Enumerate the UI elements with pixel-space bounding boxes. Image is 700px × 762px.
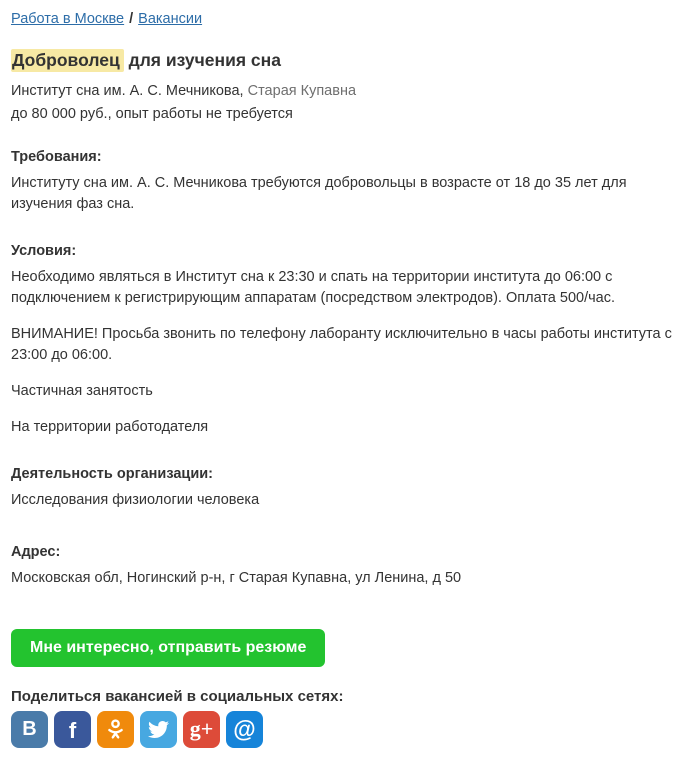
address-heading: Адрес: [11, 544, 61, 561]
mailru-icon: @ [233, 715, 256, 742]
employment-type: Частичная занятость [11, 383, 153, 400]
title-highlighted-term: Доброволец [11, 49, 124, 72]
social-icons-row [11, 711, 689, 748]
salary-line: до 80 000 руб., опыт работы не требуется [11, 105, 293, 122]
twitter-icon [148, 719, 169, 740]
requirements-heading: Требования: [11, 148, 102, 165]
breadcrumb [11, 9, 689, 27]
facebook-icon: f [68, 718, 77, 744]
requirements-text: Институту сна им. А. С. Мечникова требуются добровольцы в возрасте от 18 до 35 лет для изучения фаз сна. [11, 174, 627, 213]
activity-text: Исследования физиологии человека [11, 491, 260, 508]
title-rest: для изучения сна [123, 50, 281, 70]
apply-button[interactable]: Мне интересно, отправить резюме [11, 629, 325, 667]
company-name: Институт сна им. А. С. Мечникова, [11, 82, 244, 99]
conditions-paragraph-2: ВНИМАНИЕ! Просьба звонить по телефону лаборанту исключительно в часы работы института с 23:00 до 06:00. [11, 325, 672, 364]
page-title [11, 49, 689, 73]
share-twitter-button[interactable] [140, 711, 177, 748]
share-odnoklassniki-button[interactable] [97, 711, 134, 748]
vk-icon: В [22, 718, 37, 741]
company-location: Старая Купавна [247, 82, 357, 99]
share-mailru-button[interactable] [226, 711, 263, 748]
address-text: Московская обл, Ногинский р-н, г Старая Купавна, ул Ленина, д 50 [11, 570, 462, 587]
google-plus-icon: g+ [189, 716, 214, 742]
breadcrumb-link-moscow-jobs[interactable]: Работа в Москве [11, 11, 125, 27]
conditions-heading: Условия: [11, 242, 77, 259]
odnoklassniki-icon [104, 718, 127, 741]
share-heading: Поделиться вакансией в социальных сетях: [11, 687, 344, 705]
workplace-type: На территории работодателя [11, 419, 209, 436]
share-facebook-button[interactable] [54, 711, 91, 748]
share-googleplus-button[interactable] [183, 711, 220, 748]
activity-heading: Деятельность организации: [11, 465, 213, 482]
conditions-paragraph-1: Необходимо являться в Институт сна к 23:30 и спать на территории института до 06:00 с подключением к регистрирующим аппаратам (посредством электродов). Оплата 500/час. [11, 268, 616, 306]
share-vk-button[interactable] [11, 711, 48, 748]
breadcrumb-separator: / [129, 11, 134, 27]
company-line [11, 83, 689, 99]
breadcrumb-link-vacancies[interactable]: Вакансии [138, 11, 203, 27]
